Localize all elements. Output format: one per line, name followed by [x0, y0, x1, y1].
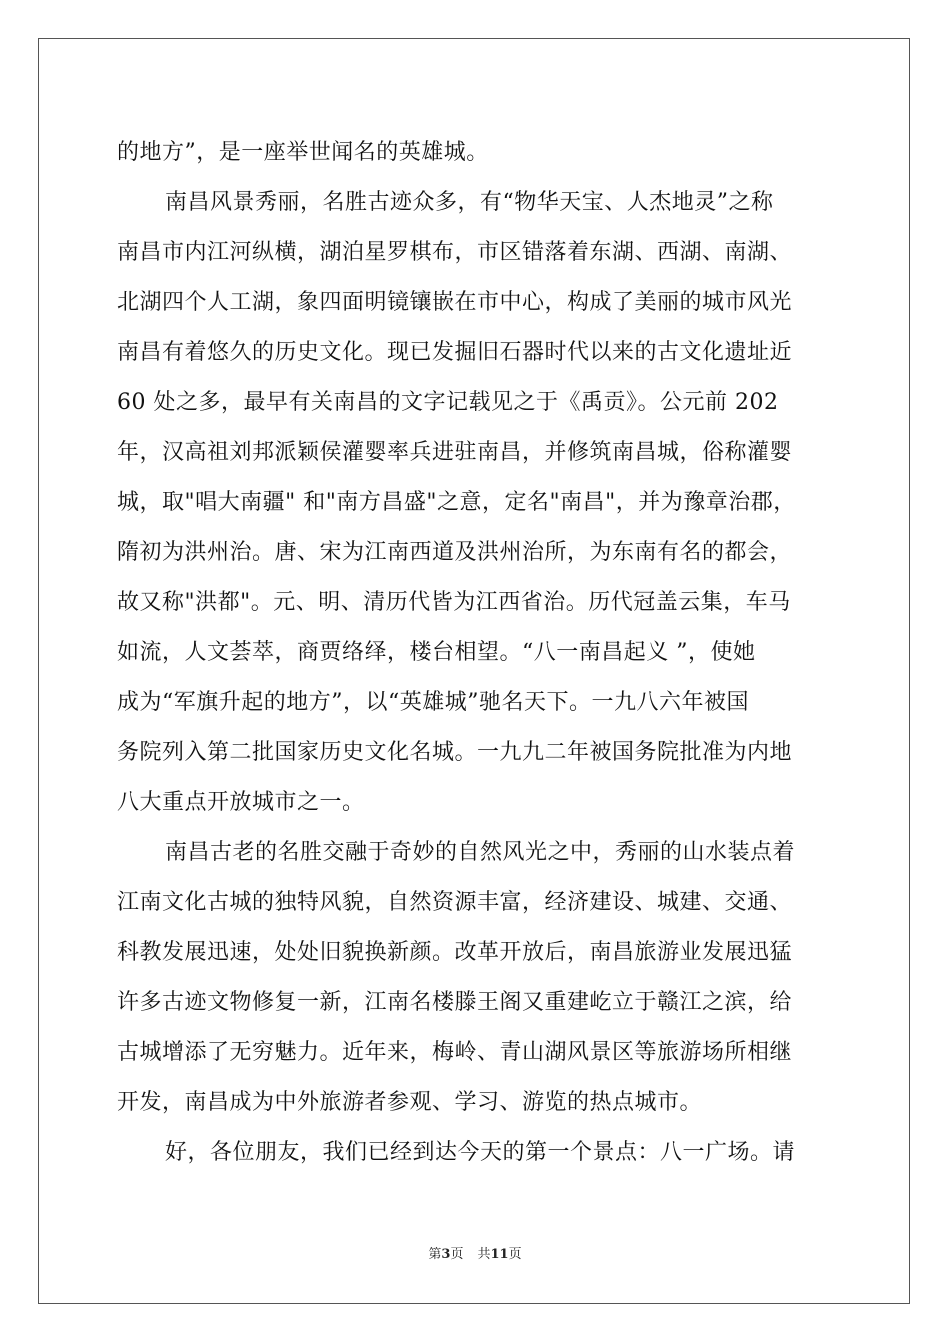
text-line: 江南文化古城的独特风貌，自然资源丰富，经济建设、城建、交通、 — [117, 890, 793, 915]
text-line: 科教发展迅速，处处旧貌换新颜。改革开放后，南昌旅游业发展迅猛 — [117, 940, 793, 965]
total-pages: 11 — [490, 1247, 509, 1262]
text-line: 成为“军旗升起的地方”，以“英雄城”驰名天下。一九八六年被国 — [117, 690, 749, 715]
text-line: 八大重点开放城市之一。 — [117, 790, 365, 815]
page-suffix: 页 — [450, 1247, 464, 1262]
text-line: 北湖四个人工湖，象四面明镜镶嵌在市中心，构成了美丽的城市风光 — [117, 290, 793, 315]
text-line: 开发，南昌成为中外旅游者参观、学习、游览的热点城市。 — [117, 1090, 703, 1115]
text-line: 隋初为洪州治。唐、宋为江南西道及洪州治所，为东南有名的都会， — [117, 540, 793, 565]
text-line: 60 处之多，最早有关南昌的文字记载见之于《禹贡》。公元前 202 — [117, 390, 779, 415]
text-line: 许多古迹文物修复一新，江南名楼滕王阁又重建屹立于赣江之滨，给 — [117, 990, 793, 1015]
text-line: 如流，人文荟萃，商贾络绎，楼台相望。“八一南昌起义 ”，使她 — [117, 640, 756, 665]
text-line: 好，各位朋友，我们已经到达今天的第一个景点：八一广场。请 — [165, 1140, 796, 1165]
page-prefix: 第 — [428, 1247, 442, 1262]
text-line: 的地方”，是一座举世闻名的英雄城。 — [117, 140, 489, 165]
page-footer — [0, 1246, 950, 1264]
text-line: 古城增添了无穷魅力。近年来，梅岭、青山湖风景区等旅游场所相继 — [117, 1040, 793, 1065]
total-prefix: 共 — [477, 1247, 491, 1262]
page-number: 3 — [441, 1247, 451, 1262]
total-suffix: 页 — [508, 1247, 522, 1262]
text-line: 务院列入第二批国家历史文化名城。一九九二年被国务院批准为内地 — [117, 740, 793, 765]
document-body — [117, 128, 837, 1178]
text-line: 故又称"洪都"。元、明、清历代皆为江西省治。历代冠盖云集，车马 — [117, 590, 791, 615]
text-line: 南昌古老的名胜交融于奇妙的自然风光之中，秀丽的山水装点着 — [165, 840, 796, 865]
text-line: 城，取"唱大南疆" 和"南方昌盛"之意，定名"南昌"，并为豫章治郡， — [117, 490, 796, 515]
text-line: 南昌有着悠久的历史文化。现已发掘旧石器时代以来的古文化遗址近 — [117, 340, 793, 365]
text-line: 南昌市内江河纵横，湖泊星罗棋布，市区错落着东湖、西湖、南湖、 — [117, 240, 793, 265]
text-line: 南昌风景秀丽，名胜古迹众多，有“物华天宝、人杰地灵”之称 — [165, 190, 774, 215]
text-line: 年，汉高祖刘邦派颖侯灌婴率兵进驻南昌，并修筑南昌城，俗称灌婴 — [117, 440, 793, 465]
